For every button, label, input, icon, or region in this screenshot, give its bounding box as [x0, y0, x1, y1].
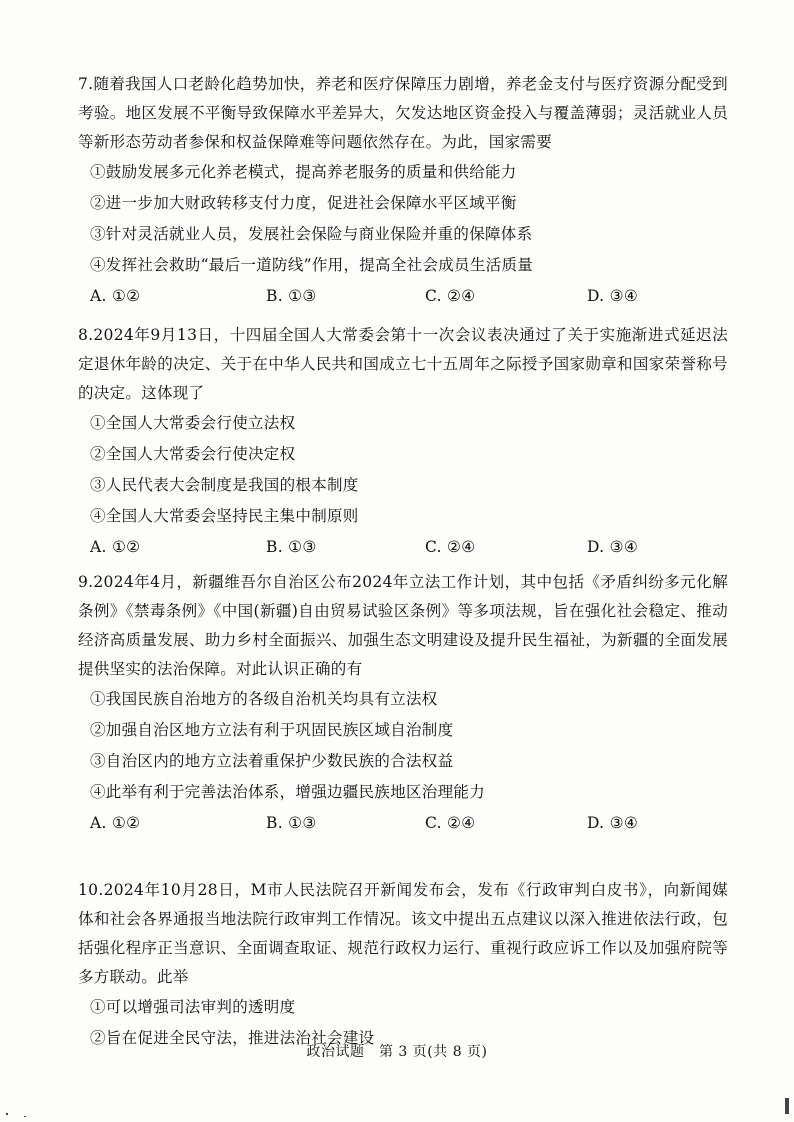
question-number: 10.	[78, 881, 104, 899]
page-footer: 政治试题 第 3 页(共 8 页)	[306, 1044, 488, 1060]
option-statement: ③针对灵活就业人员，发展社会保险与商业保险并重的保障体系	[90, 225, 533, 243]
answer-choices	[90, 532, 728, 563]
option-statement: ②全国人大常委会行使决定权	[90, 445, 296, 463]
option-statement: ②进一步加大财政转移支付力度，促进社会保障水平区域平衡	[90, 194, 517, 212]
option-statement: ③自治区内的地方立法着重保护少数民族的合法权益	[90, 752, 454, 770]
question-text: 2024年10月28日，M市人民法院召开新闻发布会，发布《行政审判白皮书》，向新闻媒体和社会各界通报当地法院行政审判工作情况。该文中提出五点建议以深入推进依法行政，包括强化程序正当意识、全面调查取证、规范行政权力运行、重视行政应诉工作以及加强府院等多方联动。此举	[78, 881, 728, 986]
option-statement: ②加强自治区地方立法有利于巩固民族区域自治制度	[90, 721, 454, 739]
question-number: 8.	[78, 326, 94, 344]
option-statement: ④发挥社会救助“最后一道防线”作用，提高全社会成员生活质量	[90, 256, 534, 274]
choice-c: C. ②④	[425, 538, 476, 556]
question-stem	[78, 568, 728, 684]
scan-speck	[6, 1113, 8, 1115]
choice-d: D. ③④	[587, 814, 639, 832]
question-stem	[78, 876, 728, 992]
scan-edge-mark	[785, 1098, 789, 1114]
choice-a: A. ①②	[90, 287, 141, 305]
question-stem	[78, 321, 728, 408]
question-9	[78, 568, 728, 839]
question-stem	[78, 70, 728, 157]
option-statement: ①全国人大常委会行使立法权	[90, 414, 296, 432]
question-number: 7.	[78, 75, 94, 93]
option-statement: ②旨在促进全民守法，推进法治社会建设	[90, 1029, 375, 1047]
answer-choices	[90, 808, 728, 839]
scan-speck	[24, 1116, 26, 1117]
answer-choices	[90, 281, 728, 312]
choice-c: C. ②④	[425, 287, 476, 305]
choice-a: A. ①②	[90, 814, 141, 832]
choice-b: B. ①③	[266, 814, 317, 832]
question-10	[78, 876, 728, 1054]
choice-d: D. ③④	[587, 538, 639, 556]
question-text: 2024年9月13日，十四届全国人大常委会第十一次会议表决通过了关于实施渐进式延迟法定退休年龄的决定、关于在中华人民共和国成立七十五周年之际授予国家勋章和国家荣誉称号的决定。这体现了	[78, 326, 728, 402]
option-statement: ③人民代表大会制度是我国的根本制度	[90, 476, 359, 494]
option-statement: ①可以增强司法审判的透明度	[90, 998, 296, 1016]
option-statement: ④全国人大常委会坚持民主集中制原则	[90, 507, 359, 525]
choice-d: D. ③④	[587, 287, 639, 305]
question-number: 9.	[78, 573, 94, 591]
option-statement: ①鼓励发展多元化养老模式，提高养老服务的质量和供给能力	[90, 163, 517, 181]
question-text: 2024年4月，新疆维吾尔自治区公布2024年立法工作计划，其中包括《矛盾纠纷多元化解条例》《禁毒条例》《中国(新疆)自由贸易试验区条例》等多项法规，旨在强化社会稳定、推动经济高质量发展、助力乡村全面振兴、加强生态文明建设及提升民生福祉，为新疆的全面发展提供坚实的法治保障。对此认识正确的有	[78, 573, 728, 678]
choice-b: B. ①③	[266, 287, 317, 305]
choice-a: A. ①②	[90, 538, 141, 556]
option-statement: ①我国民族自治地方的各级自治机关均具有立法权	[90, 690, 438, 708]
option-statement: ④此举有利于完善法治体系，增强边疆民族地区治理能力	[90, 783, 486, 801]
question-7	[78, 70, 728, 312]
question-text: 随着我国人口老龄化趋势加快，养老和医疗保障压力剧增，养老金支付与医疗资源分配受到考验。地区发展不平衡导致保障水平差异大，欠发达地区资金投入与覆盖薄弱；灵活就业人员等新形态劳动者参保和权益保障难等问题依然存在。为此，国家需要	[78, 75, 728, 151]
choice-c: C. ②④	[425, 814, 476, 832]
choice-b: B. ①③	[266, 538, 317, 556]
question-8	[78, 321, 728, 563]
